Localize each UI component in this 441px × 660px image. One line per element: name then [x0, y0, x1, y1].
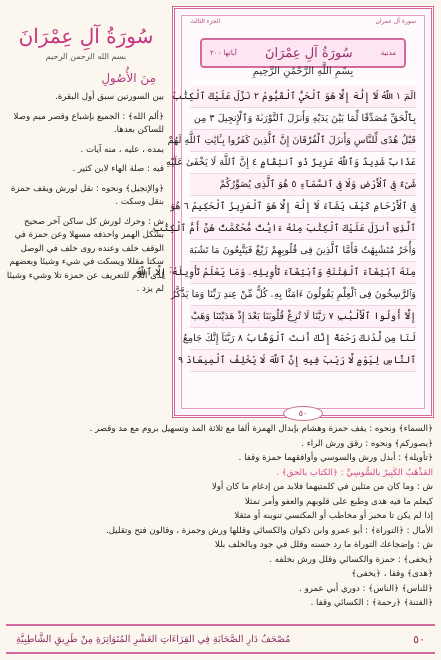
verse-line: إِلَّآ أُولُوا ٱلْأَلْبَٰبِ ٧ رَبَّنَا لَا تُزِغْ قُلُوبَنَا بَعْدَ إِذْ هَدَيْتَنَا وَهَبْ [190, 306, 416, 328]
banner-verses: آياتها ٢٠٠ [210, 49, 237, 57]
commentary-line: ﴿للناس﴾ ﴿الناس﴾ : دوري أبي عمرو . [299, 583, 433, 594]
surah-name: سُورَةُ آلِ عِمْرَانَ [264, 45, 353, 61]
verses [135, 86, 416, 372]
commentary-line: ﴿يخفى﴾ : حمزة والكسائي وقلل ورش بخلفه . [269, 554, 433, 565]
page-footer [6, 624, 435, 654]
verse-line: لَنَا مِن لَّدُنكَ رَحْمَةً إِنَّكَ أَنتَ ٱلْوَهَّابُ ٨ رَبَّنَآ إِنَّكَ جَامِعُ [190, 328, 416, 350]
quran-page-frame [135, 6, 434, 418]
poem-line: كيعلم ما فيه هدى وطبع على قلوبهم والعفو وأمر تمثلا [244, 496, 433, 507]
verse-line: ٱلَّذِىٓ أَنزَلَ عَلَيْكَ ٱلْكِتَٰبَ مِنْهُ ءَايَٰتٌ مُّحْكَمَٰتٌ هُنَّ أُمُّ ٱلْكِتَٰبِ [190, 218, 416, 240]
basmala-small: بسم الله الرحمن الرحيم [45, 52, 127, 61]
verse-line: مِنْهُ ٱبْتِغَآءَ ٱلْفِتْنَةِ وَٱبْتِغَآءَ تَأْوِيلِهِۦ وَمَا يَعْلَمُ تَأْوِيلَهُۥٓ إِلَّا ٱللَّهُ [190, 262, 416, 284]
verse-line: وَٱلرَّٰسِخُونَ فِى ٱلْعِلْمِ يَقُولُونَ ءَامَنَّا بِهِۦ كُلٌّ مِّنْ عِندِ رَبِّنَا وَمَا يَذَّكَّرُ [190, 284, 416, 306]
footer-page-number: ٥٠ [413, 632, 425, 646]
verse-line: الٓمٓ ١ اللَّهُ لَآ إِلَٰهَ إِلَّا هُوَ ٱلْحَيُّ ٱلْقَيُّومُ ٢ نَزَّلَ عَلَيْكَ ٱلْكِتَٰبَ [190, 86, 416, 108]
note-3: بمده ، عليه ، منه آيات . [80, 144, 164, 155]
commentary-line: الأمال : ﴿التوراة﴾ : أبو عمرو وابن ذكوان والكسائي وقللها ورش وحمزة ، وقالون فتح وتقليل. [106, 525, 433, 536]
bottom-commentary [8, 422, 433, 622]
surah-banner [200, 38, 406, 68]
page-header [182, 18, 424, 28]
note-4: قيه : صلة الهاء لابن كثير . [72, 164, 164, 174]
poem-line: إذا لم يكن تا مخبر أو مخاطب أو المكتسي تنوينه أو مثقلا [234, 511, 433, 521]
verse-line: شَىْءٌ فِى ٱلْأَرْضِ وَلَا فِى ٱلسَّمَآءِ ٥ هُوَ ٱلَّذِى يُصَوِّرُكُمْ [190, 174, 416, 196]
note-6: ش : وحرك لورش كل ساكن آخر صحيح بشكل الهمز واحذفه مسهلا وعن حمزة في الوقف خلف وعنده روى خلف في الوصل سكتا مقللا ويسكت في شيء وشيئا وبعضهم لدى اللام للتعريف عن حمزة تلا وشيء وشيئا لم يزد . [6, 216, 164, 294]
header-juz: الجزء الثالث [190, 18, 221, 25]
mushaf-page-number: ٥٠ [283, 406, 323, 421]
quran-page-inner [135, 15, 425, 409]
poem-line: ش : وما كان من مثلين في كلمتيهما فلابد من إدغام ما كان أولا [211, 482, 433, 492]
verse-line: ٱلنَّاسِ لِيَوْمٍ لَّا رَيْبَ فِيهِ إِنَّ ٱللَّهَ لَا يُخْلِفُ ٱلْمِيعَادَ ٩ [190, 350, 416, 372]
section-heading: مِنَ الأُصُولِ [101, 71, 156, 85]
banner-type: مدنية [380, 49, 396, 57]
surah-title: سُورَةُ آلِ عِمْرَانَ [18, 24, 154, 48]
basmala: بِسْمِ اللَّهِ الرَّحْمَٰنِ الرَّحِيمِ [252, 66, 354, 77]
verse-line: بِٱلْحَقِّ مُصَدِّقًا لِّمَا بَيْنَ يَدَيْهِ وَأَنزَلَ ٱلتَّوْرَىٰةَ وَٱلْإِنجِيلَ ٣ مِن [190, 108, 416, 130]
verse-line: قَبْلُ هُدًى لِّلنَّاسِ وَأَنزَلَ ٱلْفُرْقَانَ إِنَّ ٱلَّذِينَ كَفَرُوا بِـَٔايَٰتِ ٱللَّهِ لَهُمْ [190, 130, 416, 152]
commentary-line: ﴿يصوركم﴾ ونحوه : رقق ورش الراء . [301, 438, 433, 449]
commentary-line: المَذْهَبُ الكَبِيرُ بالسُّوسِيِّ : ﴿الكتاب بالحق﴾ . [276, 467, 433, 478]
commentary-line: ﴿السماء﴾ ونحوه : يقف حمزة وهشام بإبدال الهمزة ألفا مع ثلاثة المد وتسهيل بروم مع مد وقصر . [89, 424, 433, 434]
footer-title: مُصْحَفُ دَارِ الصَّحَابَةِ فِي القِرَاءَاتِ العَشْرِ المُتَوَاتِرَةِ مِنْ طَرِيقِ الشَّاطِبِيَّةِ [16, 633, 291, 645]
commentary-column [6, 10, 166, 420]
commentary-line: ﴿تأويله﴾ : أبدل ورش والسوسي وأوافقهما حمزة وقفا . [238, 453, 433, 463]
note-2: ﴿ألم الله﴾ : الجميع بإشباع وقصر ميم وصلا للساكن بعدها. [13, 111, 164, 135]
note-5: ﴿والإنجيل﴾ ونحوه : نقل لورش ويقف حمزة بنقل وسكت . [10, 183, 164, 207]
commentary-line: ﴿هدى﴾ وقفا ، ﴿يخفى﴾ [351, 569, 433, 579]
verse-line: عَذَابٌ شَدِيدٌ وَٱللَّهُ عَزِيزٌ ذُو ٱنتِقَامٍ ٤ إِنَّ ٱللَّهَ لَا يَخْفَىٰ عَلَيْهِ [190, 152, 416, 174]
note-1: بين السورتين سبق أول البقرة. [55, 92, 164, 102]
poem-line: ش : وإضجاعك التوراة ما رد حسنه وقلل في جود وبالخلف بللا [214, 540, 433, 550]
header-surah: سورة آل عمران [375, 18, 416, 25]
commentary-line: ﴿الفتنة﴾ ﴿رحمة﴾ : الكسائي وقفا . [310, 598, 433, 608]
verse-line: فِى ٱلْأَرْحَامِ كَيْفَ يَشَآءُ لَآ إِلَٰهَ إِلَّا هُوَ ٱلْعَزِيزُ ٱلْحَكِيمُ ٦ هُوَ [190, 196, 416, 218]
verse-line: وَأُخَرُ مُتَشَٰبِهَٰتٌ فَأَمَّا ٱلَّذِينَ فِى قُلُوبِهِمْ زَيْغٌ فَيَتَّبِعُونَ مَا تَشَٰبَهَ [190, 240, 416, 262]
